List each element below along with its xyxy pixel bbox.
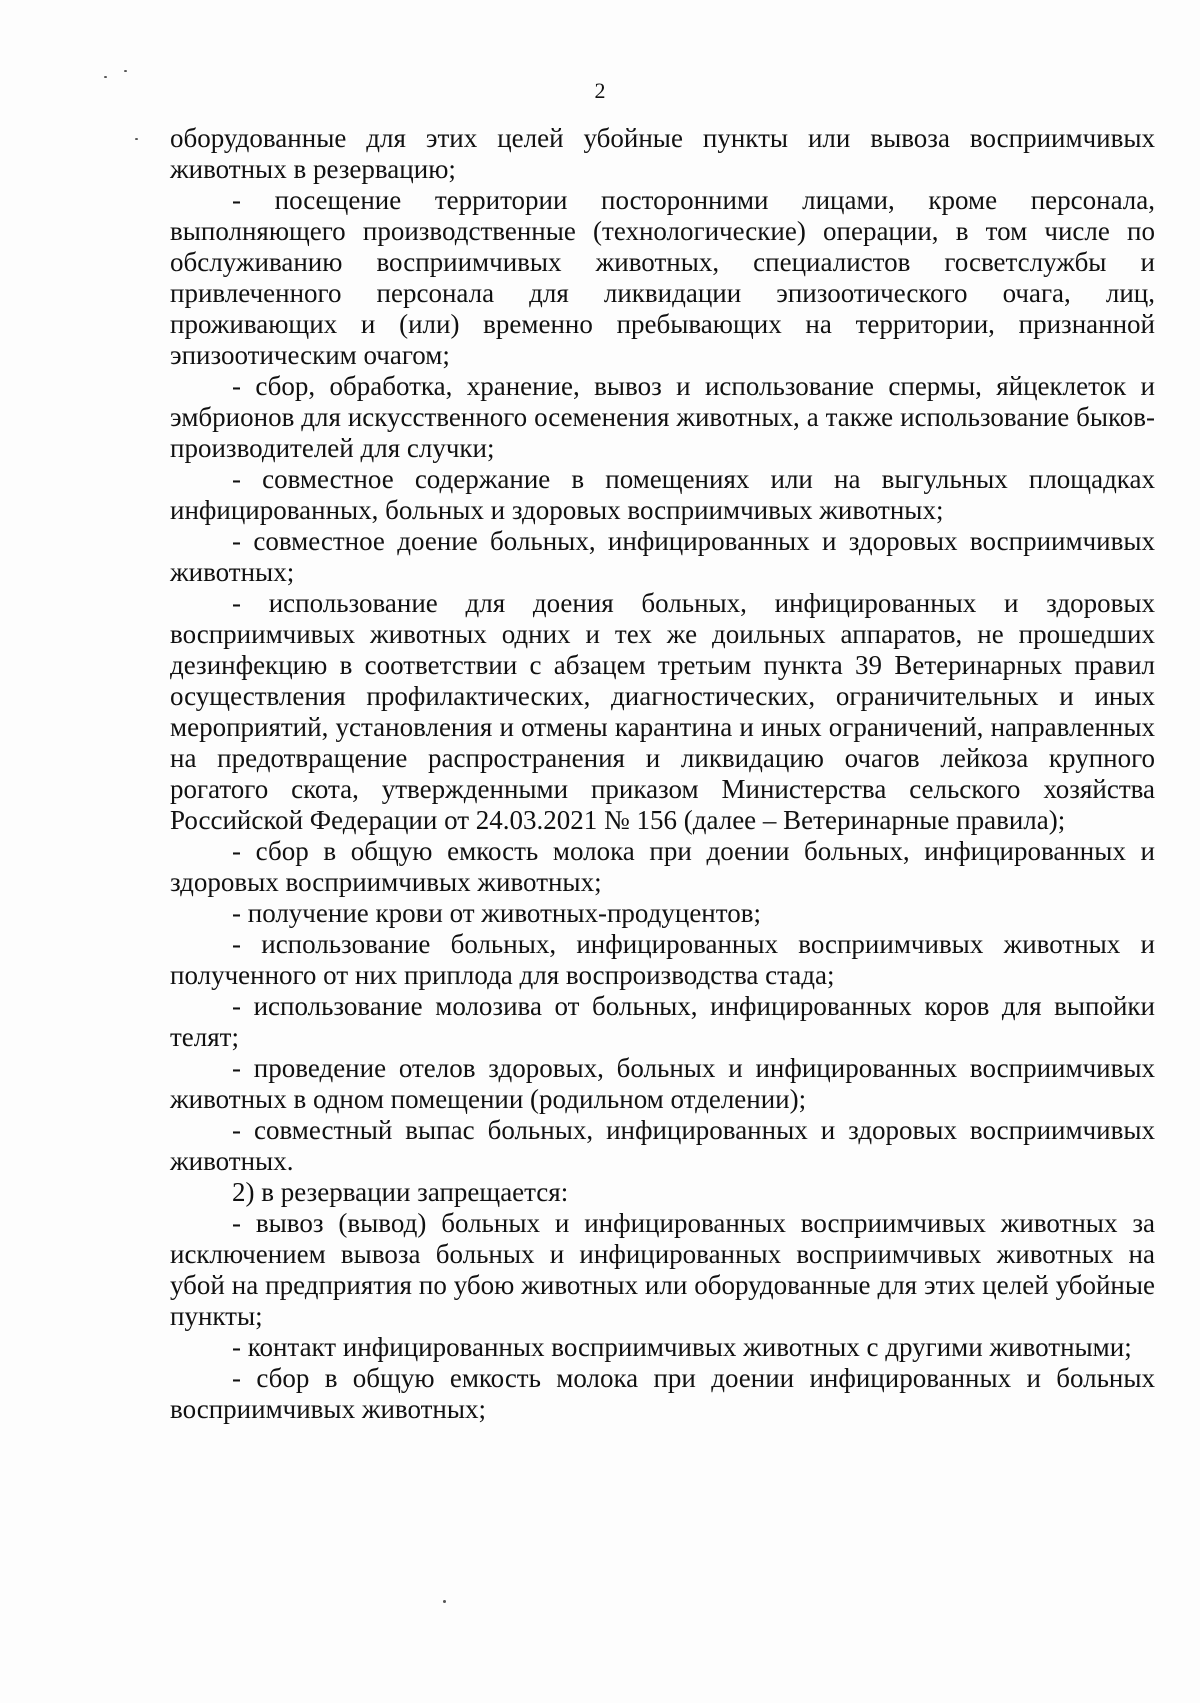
paragraph: 2) в резервации запрещается:	[232, 1177, 569, 1207]
paragraph: - сбор в общую емкость молока при доении больных, инфицированных и здоровых восприимчивых животных;	[170, 836, 1155, 897]
page-number: 2	[594, 78, 606, 103]
scan-speck	[443, 1600, 446, 1603]
paragraph: - совместный выпас больных, инфицированных и здоровых восприимчивых животных.	[170, 1115, 1155, 1176]
paragraph: - сбор в общую емкость молока при доении инфицированных и больных восприимчивых животных;	[170, 1363, 1155, 1424]
paragraph: оборудованные для этих целей убойные пункты или вывоза восприимчивых животных в резервацию;	[170, 123, 1155, 184]
paragraph: - посещение территории посторонними лицами, кроме персонала, выполняющего производственные (технологические) операции, в том числе по обслуживанию восприимчивых животных, специалистов госветслужбы и привлеченного персонала для ликвидации эпизоотического очага, лиц, проживающих и (или) временно пребывающих на территории, признанной эпизоотическим очагом;	[170, 185, 1155, 370]
paragraph: - совместное содержание в помещениях или на выгульных площадках инфицированных, больных и здоровых восприимчивых животных;	[170, 464, 1155, 525]
paragraph: - совместное доение больных, инфицированных и здоровых восприимчивых животных;	[170, 526, 1155, 587]
paragraph: - получение крови от животных-продуцентов;	[232, 898, 761, 928]
scan-speck	[135, 138, 138, 140]
paragraph: - использование молозива от больных, инфицированных коров для выпойки телят;	[170, 991, 1155, 1052]
paragraph: - вывоз (вывод) больных и инфицированных восприимчивых животных за исключением вывоза больных и инфицированных восприимчивых животных на убой на предприятия по убою животных или оборудованные для этих целей убойные пункты;	[170, 1208, 1155, 1331]
document-body	[170, 123, 1155, 1425]
scan-speck	[124, 70, 127, 72]
paragraph: - проведение отелов здоровых, больных и инфицированных восприимчивых животных в одном помещении (родильном отделении);	[170, 1053, 1155, 1114]
paragraph: - сбор, обработка, хранение, вывоз и использование спермы, яйцеклеток и эмбрионов для искусственного осеменения животных, а также использование быков-производителей для случки;	[170, 371, 1155, 463]
paragraph: - использование для доения больных, инфицированных и здоровых восприимчивых животных одних и тех же доильных аппаратов, не прошедших дезинфекцию в соответствии с абзацем третьим пункта 39 Ветеринарных правил осуществления профилактических, диагностических, ограничительных и иных мероприятий, установления и отмены карантина и иных ограничений, направленных на предотвращение распространения и ликвидацию очагов лейкоза крупного рогатого скота, утвержденными приказом Министерства сельского хозяйства Российской Федерации от 24.03.2021 № 156 (далее – Ветеринарные правила);	[170, 588, 1155, 835]
paragraph: - использование больных, инфицированных восприимчивых животных и полученного от них приплода для воспроизводства стада;	[170, 929, 1155, 990]
paragraph: - контакт инфицированных восприимчивых животных с другими животными;	[232, 1332, 1132, 1362]
